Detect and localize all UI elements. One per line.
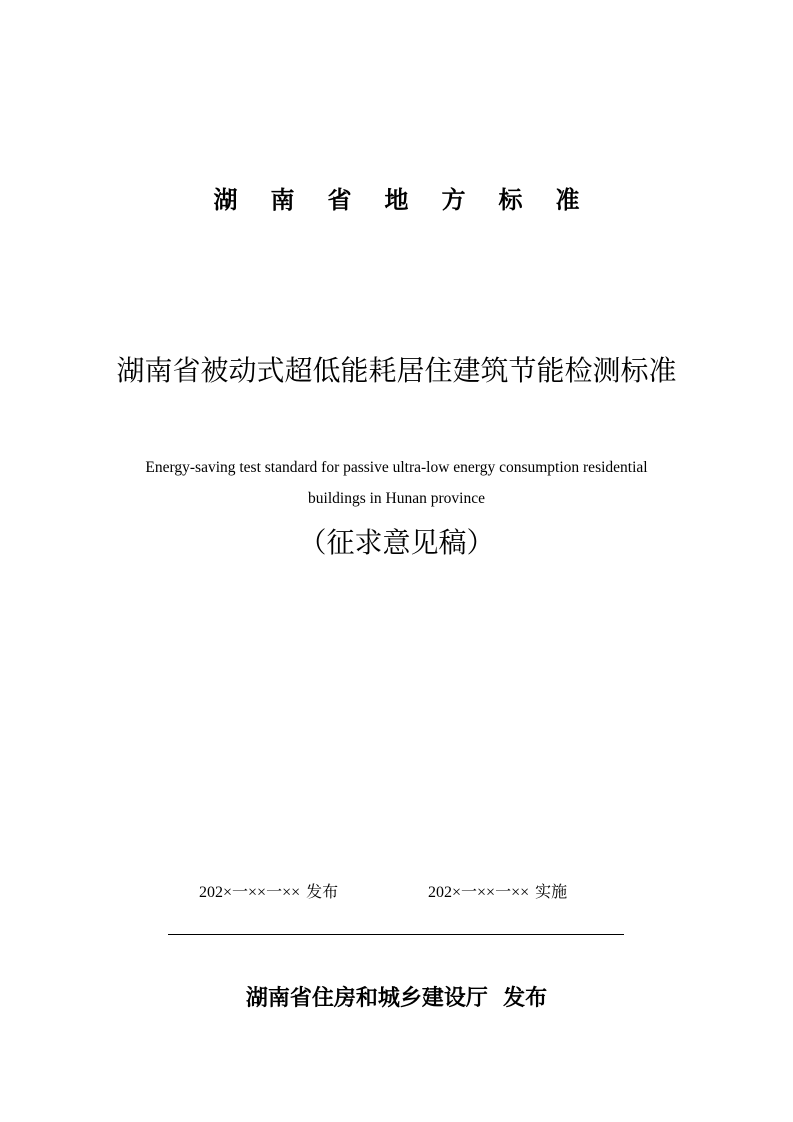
effective-date-group — [428, 880, 567, 905]
document-title-en — [120, 452, 673, 514]
title-en-line-2: buildings in Hunan province — [308, 490, 485, 507]
title-en-line-1: Energy-saving test standard for passive ultra-low energy consumption residential — [145, 459, 648, 476]
draft-label: （征求意见稿） — [298, 526, 495, 559]
document-title-zh: 湖南省被动式超低能耗居住建筑节能检测标准 — [116, 354, 677, 387]
effective-date: 202×一××一×× — [428, 884, 530, 901]
issue-label: 发布 — [306, 882, 339, 901]
issue-date-group — [199, 880, 338, 905]
issue-date: 202×一××一×× — [199, 884, 301, 901]
effective-label: 实施 — [535, 882, 568, 901]
publisher-line: 湖南省住房和城乡建设厅 发布 — [245, 986, 548, 1011]
dates-row — [0, 880, 793, 904]
standard-type-heading: 湖南省地方标准 — [213, 186, 613, 214]
horizontal-divider — [168, 934, 624, 935]
